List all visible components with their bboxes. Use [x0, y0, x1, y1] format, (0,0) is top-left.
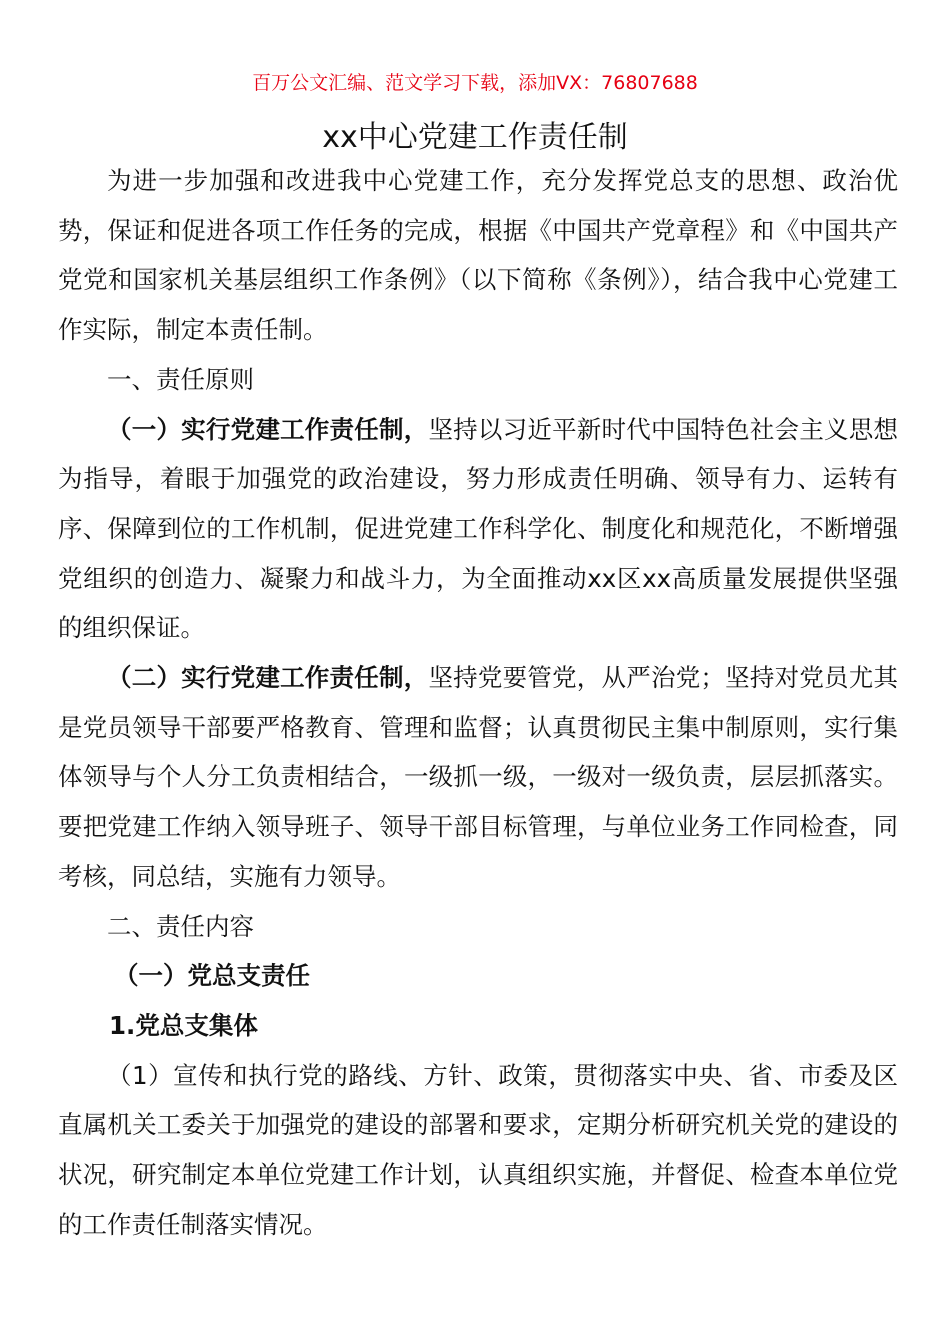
page-title: xx中心党建工作责任制	[322, 120, 628, 155]
principle-paragraph-2	[58, 653, 898, 902]
watermark-banner: 百万公文汇编、范文学习下载，添加VX：76807688	[252, 72, 698, 94]
subsection-heading: （一）党总支责任	[114, 961, 310, 991]
section-heading-1: 一、责任原则	[107, 364, 254, 394]
intro-paragraph: 为进一步加强和改进我中心党建工作，充分发挥党总支的思想、政治优势，保证和促进各项工作任务的完成，根据《中国共产党章程》和《中国共产党党和国家机关基层组织工作条例》（以下简称《条例》），结合我中心党建工作实际，制定本责任制。	[58, 166, 898, 345]
paragraph-text: 坚持党要管党，从严治党；坚持对党员尤其是党员领导干部要严格教育、管理和监督；认真贯彻民主集中制原则，实行集体领导与个人分工负责相结合，一级抓一级，一级对一级负责，层层抓落实。要把党建工作纳入领导班子、领导干部目标管理，与单位业务工作同检查，同考核，同总结，实施有力领导。	[58, 663, 899, 891]
paragraph-lead: （一）实行党建工作责任制，	[107, 414, 429, 444]
subsubsection-heading: 1.党总支集体	[109, 1010, 258, 1040]
document-body	[58, 156, 898, 1249]
principle-paragraph-1	[58, 405, 898, 654]
paragraph-lead: （二）实行党建工作责任制，	[107, 663, 429, 693]
section-heading-2: 二、责任内容	[107, 911, 254, 941]
list-item-paragraph: （1）宣传和执行党的路线、方针、政策，贯彻落实中央、省、市委及区直属机关工委关于加强党的建设的部署和要求，定期分析研究机关党的建设的状况，研究制定本单位党建工作计划，认真组织实施，并督促、检查本单位党的工作责任制落实情况。	[58, 1060, 898, 1239]
paragraph-text: 坚持以习近平新时代中国特色社会主义思想为指导，着眼于加强党的政治建设，努力形成责任明确、领导有力、运转有序、保障到位的工作机制，促进党建工作科学化、制度化和规范化，不断增强党组织的创造力、凝聚力和战斗力，为全面推动xx区xx高质量发展提供坚强的组织保证。	[58, 414, 899, 643]
